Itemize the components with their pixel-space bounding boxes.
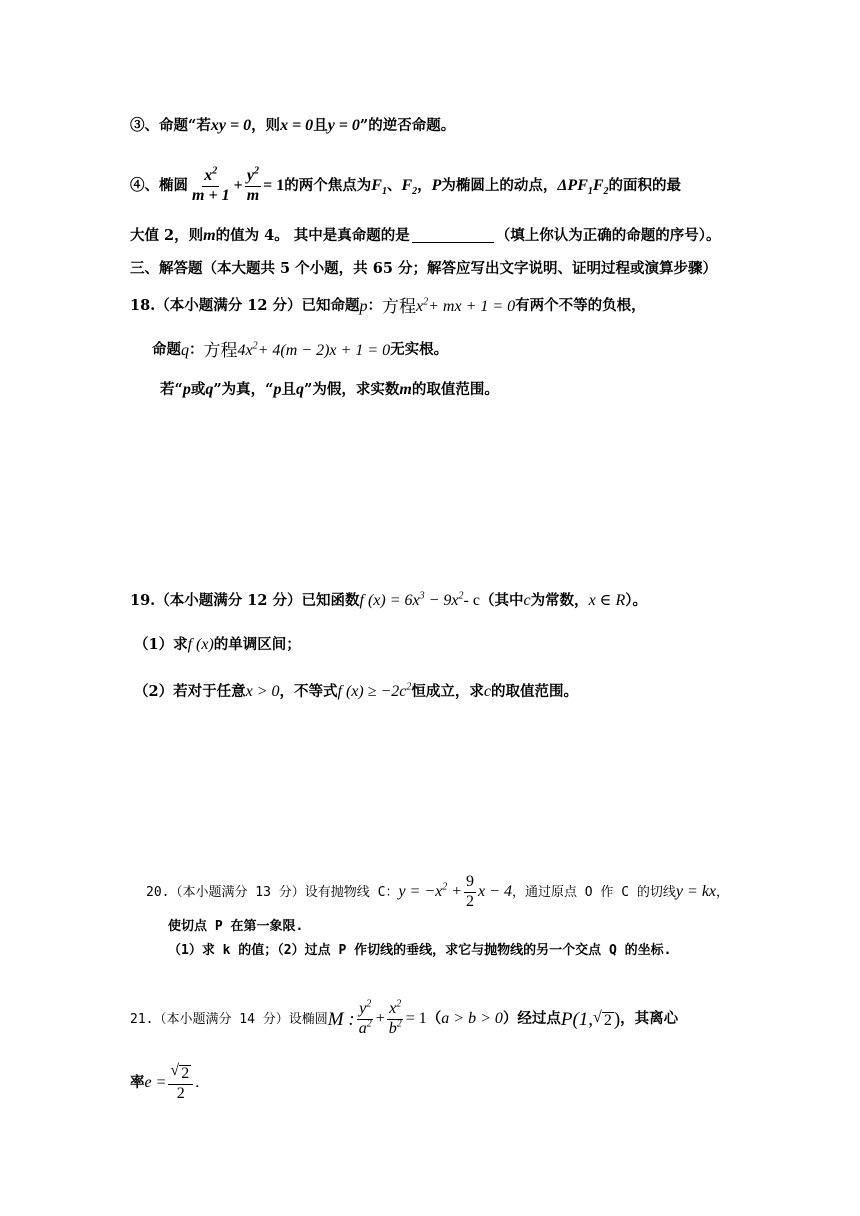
item4-line2 — [130, 228, 721, 244]
q21-M: M : — [327, 1008, 355, 1030]
var-q: q — [181, 341, 189, 359]
var-p: p — [359, 297, 368, 315]
q18-tail: 有两个不等的负根， — [515, 297, 646, 315]
q21-line2: 率 e = √ 2 2 . — [130, 1062, 200, 1102]
item4-text: 的两个焦点为 — [284, 176, 372, 194]
item4-fraction-y: $\frac{y^2}{m}$ — [246, 165, 260, 204]
item3-expr2: x = 0 — [280, 117, 314, 134]
q21-e: e = — [144, 1074, 167, 1091]
item3-text: ，则 — [251, 116, 281, 134]
q21-head: 21.（本小题满分 14 分）设椭圆 — [130, 1011, 328, 1027]
q21-fraction-x: $\frac{x^2}{b^2}$ — [388, 998, 402, 1037]
q19-f: f (x) — [187, 636, 214, 653]
item3-suffix: ”的逆否命题。 — [359, 116, 456, 134]
q20-line2: 使切点 P 在第一象限. — [168, 919, 304, 934]
item4-text: 的面积的最 — [608, 176, 682, 194]
q18-eqq-4x2: $4x^2$ — [237, 340, 258, 359]
q21-line1: 21.（本小题满分 14 分）设椭圆 M : $\frac{y^2}{a^2}$ + $\frac{x^2}{b^2}$ = 1 （ a > b > 0 ）经过点 P(1, √ 2 ) ，其离心 — [130, 998, 679, 1037]
focus-f1: $F_1$ — [371, 177, 387, 198]
item4-comma: ， — [417, 176, 432, 194]
q20-tangent: y = kx — [675, 883, 717, 900]
q20-eq-tail: x − 4 — [478, 883, 512, 900]
q18-eqp-expr: + mx + 1 = 0 — [428, 297, 516, 315]
var-p: p — [182, 381, 191, 398]
var-c: c — [483, 683, 491, 700]
item3-expr1: xy = 0 — [210, 117, 252, 134]
q20-head: 20.（本小题满分 13 分）设有抛物线 C： — [146, 884, 399, 900]
q21-cond: a > b > 0 — [441, 1010, 503, 1027]
item4-text: 大值 2，则 — [130, 226, 204, 244]
q18-head: 18.（本小题满分 12 分）已知命题 — [130, 297, 360, 315]
item4-text: （填上你认为正确的命题的序号）。 — [495, 226, 721, 244]
q19-c: - c — [463, 592, 480, 609]
q20-fraction: $\frac{9}{2}$ — [466, 872, 475, 910]
answer-blank[interactable] — [412, 229, 494, 243]
q20-line1: 20.（本小题满分 13 分）设有抛物线 C： $y = -x^2$ + $\frac{9}{2}$ x − 4 ，通过原点 O 作 C 的切线 y = kx ， — [146, 872, 730, 910]
q20-line3: （1）求 k 的值；（2）过点 P 作切线的垂线，求它与抛物线的另一个交点 Q 的坐标. — [168, 943, 672, 958]
q19-fx: f $(x) = 6x^3 - 9x^2$ — [359, 590, 464, 609]
triangle-expr: $\Delta PF_1F_2$ — [557, 177, 609, 198]
q20-mid: ，通过原点 O 作 C 的切线 — [511, 884, 676, 900]
q18-q-tail: 无实根。 — [390, 341, 449, 359]
item3-text: 且 — [313, 116, 328, 134]
q19-x-cond: x > 0 — [245, 683, 280, 700]
plus-sign: + — [233, 177, 243, 194]
q18-eqq-expr: + 4(m − 2)x + 1 = 0 — [257, 341, 391, 359]
q18-eq-label: 方程 — [203, 341, 238, 360]
var-p: p — [273, 381, 282, 398]
point-p: P — [431, 177, 442, 194]
q19-sub2: （2）若对于任意 x > 0 ，不等式 f $(x) \ge -2c^2$ 恒成立，求 c 的取值范围。 — [134, 681, 578, 700]
q19-head: 19.（本小题满分 12 分）已知函数 — [130, 591, 360, 609]
item4-sep: 、 — [386, 176, 402, 194]
q20-eq: $y = -x^2$ + — [398, 881, 463, 900]
equals-one: = 1 — [263, 177, 285, 194]
q18-q-label: 命题 — [152, 341, 181, 359]
sqrt-icon: √ 2 — [593, 1008, 612, 1029]
item3-line — [130, 118, 455, 134]
section3-title: 三、解答题（本大题共 5 个小题，共 65 分；解答应写出文字说明、证明过程或演算步骤） — [130, 260, 717, 277]
item4-fraction-x: $\frac{x^2}{m + 1}$ — [192, 165, 230, 204]
var-q: q — [296, 381, 305, 398]
sqrt-icon: √ 2 — [170, 1062, 190, 1083]
q21-point: P(1, — [560, 1008, 594, 1030]
item4-text: 为椭圆上的动点， — [441, 176, 558, 194]
q18-eqp-x2: $x^2$ — [416, 296, 429, 315]
item4-line1 — [130, 162, 681, 210]
item4-text: 的值为 4。 其中是真命题的是 — [215, 226, 410, 244]
var-q: q — [205, 381, 214, 398]
q19-ineq: f $(x) \ge -2c^2$ — [337, 681, 412, 700]
q18-colon: ： — [189, 341, 204, 359]
var-c: c — [523, 592, 531, 609]
item3-expr3: y = 0 — [327, 117, 360, 134]
focus-f2: $F_2$ — [401, 177, 418, 198]
q18-line3: 若“ p 或 q ”为真，“ p 且 q ”为假，求实数 m 的取值范围。 — [160, 380, 499, 398]
q18-eq-label: 方程 — [382, 297, 416, 316]
q19-line1: 19.（本小题满分 12 分）已知函数 f $(x) = 6x^3 - 9x^2$ - c （其中 c 为常数， x ∈ R ）。 — [130, 590, 648, 609]
item4-prefix: ④、椭圆 — [130, 176, 188, 194]
q21-e-fraction: √ 2 2 — [168, 1063, 193, 1103]
q18-line1 — [130, 298, 646, 315]
var-m: m — [399, 381, 412, 398]
q21-fraction-y: $\frac{y^2}{a^2}$ — [358, 998, 372, 1037]
q18-line2 — [152, 342, 448, 359]
item3-prefix: ③、命题“若 — [130, 116, 211, 134]
var-m: m — [203, 227, 216, 244]
q18-colon: ： — [367, 297, 382, 315]
q19-domain: x ∈ R — [588, 592, 626, 609]
q19-sub1: （1）求 f (x) 的单调区间； — [134, 635, 301, 653]
